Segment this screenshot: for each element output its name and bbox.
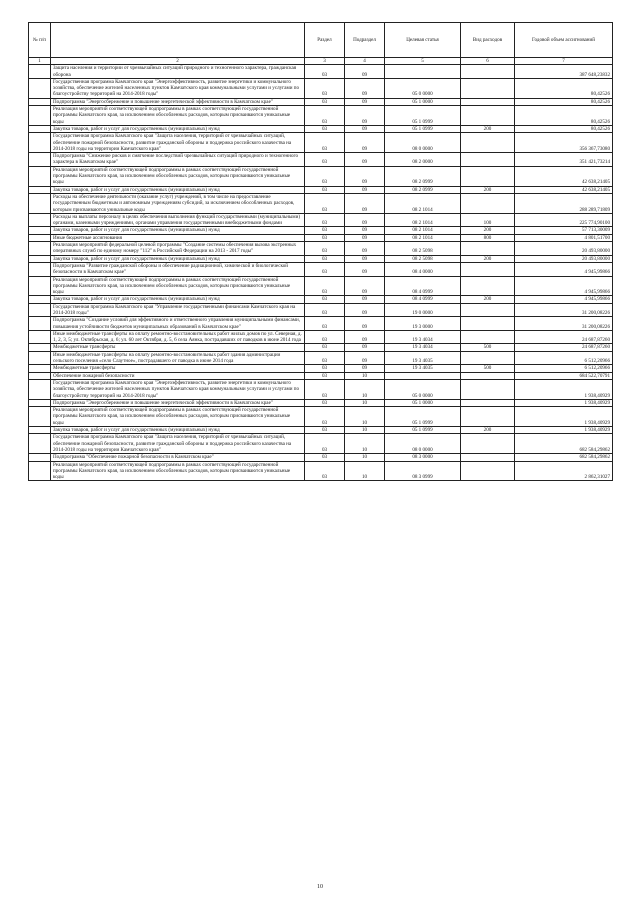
row-amount-cell: 20 493,80000 [515,242,613,256]
row-subsection-cell: 10 [345,454,385,461]
row-num-cell [29,234,51,241]
row-section-cell: 03 [305,227,345,234]
row-target-cell: 05 1 0999 [385,407,461,427]
row-expense-type-cell [461,65,515,79]
row-section-cell: 03 [305,276,345,296]
row-name-cell: Реализация мероприятий федеральной целевой программы "Создание системы обеспечения вызова экстренных оперативных служб по единому номеру "112" в Российской Федерации на 2013 - 2017 годы" [51,242,305,256]
row-expense-type-cell: 500 [461,365,515,372]
row-section-cell: 03 [305,166,345,186]
row-amount-cell: 80,42526 [515,125,613,132]
table-row [29,276,613,296]
row-expense-type-cell: 200 [461,125,515,132]
row-target-cell: 19 3 4035 [385,351,461,365]
row-name-cell: Иные межбюджетные трансферты на оплату ремонтно-восстановительных работ жилых домов по ул. Северная, д. 1, 2, 3, 5; ул. Октябрьская, д. 6; ул. 60 лет Октября, д. 5, 6 села Аянка, пострадавших от паводков в июне 2014 года [51,330,305,344]
row-subsection-cell: 09 [345,106,385,126]
row-expense-type-cell [461,330,515,344]
row-target-cell: 08 0 0000 [385,133,461,153]
row-num-cell [29,255,51,262]
row-expense-type-cell [461,399,515,406]
row-section-cell: 03 [305,399,345,406]
row-amount-cell: 356 367,73080 [515,133,613,153]
row-target-cell: 05 1 0999 [385,106,461,126]
row-target-cell: 08 2 0999 [385,186,461,193]
row-name-cell: Подпрограмма "Создание условий для эффективного и ответственного управления муниципальными финансами, повышения устойчивости бюджетов муниципальных образований в Камчатском крае" [51,317,305,331]
row-num-cell [29,344,51,351]
row-expense-type-cell [461,276,515,296]
row-num-cell [29,186,51,193]
row-subsection-cell: 10 [345,399,385,406]
row-target-cell: 08 2 5098 [385,242,461,256]
row-target-cell: 08 2 5098 [385,255,461,262]
row-subsection-cell: 09 [345,317,385,331]
table-row [29,365,613,372]
row-section-cell: 03 [305,186,345,193]
row-expense-type-cell [461,153,515,167]
index-cell: 1 [29,58,51,65]
table-row [29,106,613,126]
row-subsection-cell: 09 [345,234,385,241]
row-subsection-cell: 09 [345,330,385,344]
row-num-cell [29,372,51,379]
row-amount-cell: 6 512,20966 [515,351,613,365]
row-num-cell [29,213,51,227]
header-row [29,23,613,58]
row-amount-cell: 4 801,51700 [515,234,613,241]
row-subsection-cell: 09 [345,213,385,227]
row-subsection-cell: 09 [345,296,385,303]
row-amount-cell: 4 945,99866 [515,262,613,276]
table-row [29,242,613,256]
header-num: № п/п [29,23,51,58]
table-row [29,399,613,406]
row-name-cell: Реализация мероприятий соответствующей подпрограммы в рамках соответствующей государственной программы Камчатского края, за исключением обособленных расходов, которым присваиваются уникальные коды [51,276,305,296]
row-subsection-cell: 09 [345,255,385,262]
table-row [29,296,613,303]
row-num-cell [29,461,51,481]
row-num-cell [29,98,51,105]
table-row [29,372,613,379]
table-row [29,461,613,481]
row-name-cell: Расходы на выплаты персоналу в целях обеспечения выполнения функций государственными (муниципальными) органами, казенными учреждениями, органами управления государственными внебюджетными фондами [51,213,305,227]
row-expense-type-cell [461,242,515,256]
index-cell: 5 [385,58,461,65]
row-section-cell: 03 [305,317,345,331]
row-amount-cell: 80,42526 [515,78,613,98]
row-target-cell: 08 4 0000 [385,262,461,276]
row-name-cell: Государственная программа Камчатского края "Энергоэффективность, развитие энергетики и коммунального хозяйства, обеспечение жителей населенных пунктов Камчатского края коммунальными услугами и услугами по благоустройству территорий на 2014-2018 годы" [51,379,305,399]
row-section-cell: 03 [305,78,345,98]
row-section-cell: 03 [305,242,345,256]
row-target-cell: 19 3 4035 [385,365,461,372]
row-name-cell: Реализация мероприятий соответствующей подпрограммы в рамках соответствующей государственной программы Камчатского края, за исключением обособленных расходов, которым присваиваются уникальные коды [51,461,305,481]
header-target: Целевая статья [385,23,461,58]
row-section-cell: 03 [305,372,345,379]
row-section-cell: 03 [305,344,345,351]
row-section-cell: 03 [305,351,345,365]
row-expense-type-cell [461,78,515,98]
row-name-cell: Межбюджетные трансферты [51,365,305,372]
table-row [29,133,613,153]
row-target-cell: 08 3 0000 [385,454,461,461]
row-name-cell: Государственная программа Камчатского края "Защита населения, территорий от чрезвычайных ситуаций, обеспечение пожарной безопасности, развитие гражданской обороны и поддержка российского казачества на 2014-2018 годы на территории Камчатского края" [51,434,305,454]
row-expense-type-cell: 200 [461,427,515,434]
row-name-cell: Государственная программа Камчатского края "Защита населения, территорий от чрезвычайных ситуаций, обеспечение пожарной безопасности, развитие гражданской обороны и поддержка российского казачества на 2014-2018 годы на территории Камчатского края" [51,133,305,153]
row-name-cell: Подпрограмма "Энергосбережение и повышение энергетической эффективности в Камчатском крае" [51,399,305,406]
row-expense-type-cell: 800 [461,234,515,241]
row-amount-cell: 682 584,29862 [515,454,613,461]
row-target-cell: 05 0 0000 [385,78,461,98]
row-amount-cell: 80,42526 [515,98,613,105]
table-row [29,407,613,427]
row-num-cell [29,427,51,434]
row-expense-type-cell [461,461,515,481]
row-target-cell: 05 1 0000 [385,399,461,406]
row-section-cell: 03 [305,153,345,167]
row-num-cell [29,193,51,213]
row-section-cell: 03 [305,330,345,344]
row-expense-type-cell: 200 [461,227,515,234]
row-num-cell [29,166,51,186]
row-subsection-cell: 09 [345,153,385,167]
table-row [29,303,613,317]
row-expense-type-cell: 100 [461,213,515,227]
row-expense-type-cell [461,106,515,126]
row-name-cell: Реализация мероприятий соответствующей подпрограммы в рамках соответствующей государственной программы Камчатского края, за исключением обособленных расходов, которым присваиваются уникальные коды [51,106,305,126]
row-section-cell: 03 [305,125,345,132]
row-subsection-cell: 09 [345,133,385,153]
table-row [29,65,613,79]
row-subsection-cell: 09 [345,276,385,296]
row-num-cell [29,351,51,365]
table-row [29,166,613,186]
row-section-cell: 03 [305,407,345,427]
row-section-cell: 03 [305,379,345,399]
row-expense-type-cell [461,98,515,105]
row-section-cell: 03 [305,193,345,213]
row-name-cell: Закупка товаров, работ и услуг для государственных (муниципальных) нужд [51,427,305,434]
row-section-cell: 03 [305,365,345,372]
row-amount-cell: 225 774,90100 [515,213,613,227]
table-body [29,65,613,481]
row-target-cell: 08 2 1014 [385,193,461,213]
row-amount-cell: 4 945,99866 [515,296,613,303]
row-num-cell [29,303,51,317]
row-target-cell: 08 4 0999 [385,296,461,303]
column-index-row [29,58,613,65]
header-amount: Годовой объем ассигнований [515,23,613,58]
row-target-cell: 05 1 0999 [385,427,461,434]
budget-table [28,22,613,481]
row-subsection-cell: 09 [345,193,385,213]
index-cell: 4 [345,58,385,65]
row-amount-cell: 80,42526 [515,106,613,126]
table-row [29,317,613,331]
row-name-cell: Закупка товаров, работ и услуг для государственных (муниципальных) нужд [51,296,305,303]
index-cell: 2 [51,58,305,65]
row-name-cell: Подпрограмма "Обеспечение пожарной безопасности в Камчатском крае" [51,454,305,461]
row-subsection-cell: 10 [345,407,385,427]
row-amount-cell: 24 687,87260 [515,344,613,351]
row-expense-type-cell: 200 [461,186,515,193]
row-num-cell [29,379,51,399]
row-subsection-cell: 09 [345,125,385,132]
row-amount-cell: 1 938,40929 [515,407,613,427]
table-row [29,234,613,241]
row-expense-type-cell [461,133,515,153]
table-row [29,78,613,98]
table-row [29,351,613,365]
row-expense-type-cell [461,372,515,379]
row-expense-type-cell [461,303,515,317]
page-number: 10 [317,884,323,890]
row-num-cell [29,330,51,344]
row-subsection-cell: 09 [345,262,385,276]
header-expense-type: Вид расходов [461,23,515,58]
table-row [29,125,613,132]
table-row [29,193,613,213]
row-target-cell: 08 0 0000 [385,434,461,454]
row-amount-cell: 31 200,08226 [515,317,613,331]
row-section-cell: 03 [305,461,345,481]
row-name-cell: Реализация мероприятий соответствующей подпрограммы в рамках соответствующей государственной программы Камчатского края, за исключением обособленных расходов, которым присваиваются уникальные коды [51,407,305,427]
row-subsection-cell: 10 [345,461,385,481]
row-target-cell: 05 1 0999 [385,125,461,132]
row-subsection-cell: 09 [345,78,385,98]
row-amount-cell: 6 512,20966 [515,365,613,372]
row-target-cell: 08 2 0000 [385,153,461,167]
row-amount-cell: 24 687,87260 [515,330,613,344]
row-subsection-cell: 10 [345,427,385,434]
row-num-cell [29,78,51,98]
table-row [29,186,613,193]
row-amount-cell: 682 584,29862 [515,434,613,454]
row-name-cell: Закупка товаров, работ и услуг для государственных (муниципальных) нужд [51,186,305,193]
table-row [29,330,613,344]
row-name-cell: Иные бюджетные ассигнования [51,234,305,241]
row-expense-type-cell: 200 [461,255,515,262]
table-row [29,344,613,351]
row-name-cell: Обеспечение пожарной безопасности [51,372,305,379]
row-target-cell: 19 3 4034 [385,344,461,351]
index-cell: 6 [461,58,515,65]
row-subsection-cell: 09 [345,303,385,317]
row-num-cell [29,399,51,406]
row-subsection-cell: 09 [345,344,385,351]
row-expense-type-cell [461,434,515,454]
row-amount-cell: 1 938,40929 [515,399,613,406]
row-target-cell: 08 2 1014 [385,234,461,241]
row-name-cell: Защита населения и территории от чрезвычайных ситуаций природного и техногенного характера, гражданская оборона [51,65,305,79]
row-subsection-cell: 09 [345,365,385,372]
row-name-cell: Межбюджетные трансферты [51,344,305,351]
row-expense-type-cell [461,317,515,331]
row-amount-cell: 351 421,73214 [515,153,613,167]
row-num-cell [29,65,51,79]
row-num-cell [29,106,51,126]
row-expense-type-cell [461,193,515,213]
row-subsection-cell: 10 [345,434,385,454]
row-target-cell: 08 4 0999 [385,276,461,296]
row-target-cell: 05 0 0000 [385,379,461,399]
row-section-cell: 03 [305,303,345,317]
header-section: Раздел [305,23,345,58]
row-num-cell [29,454,51,461]
row-num-cell [29,153,51,167]
row-target-cell: 08 2 1014 [385,213,461,227]
row-expense-type-cell: 500 [461,344,515,351]
row-section-cell: 03 [305,427,345,434]
row-section-cell: 03 [305,454,345,461]
row-subsection-cell: 09 [345,242,385,256]
row-section-cell: 03 [305,133,345,153]
row-name-cell: Иные межбюджетные трансферты на оплату ремонтно-восстановительных работ здания администрации сельского поселения «село Слаутное», пострадавшего от паводка в июне 2014 года [51,351,305,365]
header-name [51,23,305,58]
row-target-cell [385,65,461,79]
row-name-cell: Государственная программа Камчатского края "Энергоэффективность, развитие энергетики и коммунального хозяйства, обеспечение жителей населенных пунктов Камчатского края коммунальными услугами и услугами по благоустройству территорий на 2014-2018 годы" [51,78,305,98]
row-expense-type-cell [461,262,515,276]
row-subsection-cell: 10 [345,379,385,399]
row-target-cell: 19 0 0000 [385,303,461,317]
row-amount-cell: 1 938,40929 [515,379,613,399]
row-amount-cell: 1 938,40929 [515,427,613,434]
row-num-cell [29,133,51,153]
row-section-cell: 03 [305,106,345,126]
row-amount-cell: 288 289,71809 [515,193,613,213]
row-num-cell [29,407,51,427]
row-name-cell: Закупка товаров, работ и услуг для государственных (муниципальных) нужд [51,125,305,132]
row-name-cell: Закупка товаров, работ и услуг для государственных (муниципальных) нужд [51,255,305,262]
table-row [29,213,613,227]
row-num-cell [29,125,51,132]
row-section-cell: 03 [305,434,345,454]
row-section-cell: 03 [305,262,345,276]
row-amount-cell: 57 713,30009 [515,227,613,234]
table-row [29,427,613,434]
row-target-cell: 19 3 0000 [385,317,461,331]
row-name-cell: Подпрограмма "Энергосбережение и повышение энергетической эффективности в Камчатском крае" [51,98,305,105]
row-section-cell: 03 [305,296,345,303]
row-name-cell: Реализация мероприятий соответствующей подпрограммы в рамках соответствующей государственной программы Камчатского края, за исключением обособленных расходов, которым присваиваются уникальные коды [51,166,305,186]
row-name-cell: Подпрограмма "Развитие гражданской обороны и обеспечение радиационной, химической и биологической безопасности в Камчатском крае" [51,262,305,276]
row-section-cell: 03 [305,65,345,79]
row-num-cell [29,227,51,234]
row-num-cell [29,365,51,372]
row-section-cell: 03 [305,255,345,262]
row-subsection-cell: 09 [345,227,385,234]
table-row [29,255,613,262]
table-row [29,227,613,234]
header-subsection: Подраздел [345,23,385,58]
row-subsection-cell: 09 [345,98,385,105]
row-target-cell [385,372,461,379]
row-target-cell: 19 3 4034 [385,330,461,344]
row-subsection-cell: 09 [345,65,385,79]
row-subsection-cell: 09 [345,351,385,365]
row-num-cell [29,317,51,331]
table-row [29,98,613,105]
row-target-cell: 08 2 0999 [385,166,461,186]
table-row [29,153,613,167]
row-name-cell: Государственная программа Камчатского края "Управление государственными финансами Камчатского края на 2014-2018 годы" [51,303,305,317]
table-row [29,434,613,454]
row-expense-type-cell [461,351,515,365]
table-row [29,379,613,399]
row-subsection-cell: 09 [345,186,385,193]
table-row [29,262,613,276]
row-num-cell [29,296,51,303]
row-target-cell: 08 2 1014 [385,227,461,234]
row-expense-type-cell [461,379,515,399]
row-name-cell: Расходы на обеспечение деятельности (оказание услуг) учреждений, в том числе на предоставление государственным бюджетным и автономным учреждениям субсидий, за исключением обособленных расходов, которым присваиваются уникальные коды [51,193,305,213]
row-expense-type-cell: 200 [461,296,515,303]
row-num-cell [29,434,51,454]
row-amount-cell: 387 648,23832 [515,65,613,79]
row-section-cell: 03 [305,213,345,227]
row-num-cell [29,276,51,296]
row-subsection-cell: 10 [345,372,385,379]
row-amount-cell: 20 493,80000 [515,255,613,262]
row-amount-cell: 31 200,08226 [515,303,613,317]
index-cell: 7 [515,58,613,65]
row-section-cell: 03 [305,98,345,105]
row-amount-cell: 4 945,99866 [515,276,613,296]
row-amount-cell: 684 522,70791 [515,372,613,379]
row-amount-cell: 2 862,31027 [515,461,613,481]
row-num-cell [29,242,51,256]
budget-table-page [28,22,612,481]
row-subsection-cell: 09 [345,166,385,186]
row-expense-type-cell [461,166,515,186]
row-num-cell [29,262,51,276]
row-expense-type-cell [461,454,515,461]
row-amount-cell: 42 638,21405 [515,186,613,193]
row-amount-cell: 42 638,21405 [515,166,613,186]
index-cell: 3 [305,58,345,65]
row-name-cell: Подпрограмма "Снижение рисков и смягчение последствий чрезвычайных ситуаций природного и техногенного характера в Камчатском крае" [51,153,305,167]
row-target-cell: 05 1 0000 [385,98,461,105]
row-target-cell: 08 3 0999 [385,461,461,481]
row-expense-type-cell [461,407,515,427]
table-row [29,454,613,461]
row-section-cell: 03 [305,234,345,241]
row-name-cell: Закупка товаров, работ и услуг для государственных (муниципальных) нужд [51,227,305,234]
